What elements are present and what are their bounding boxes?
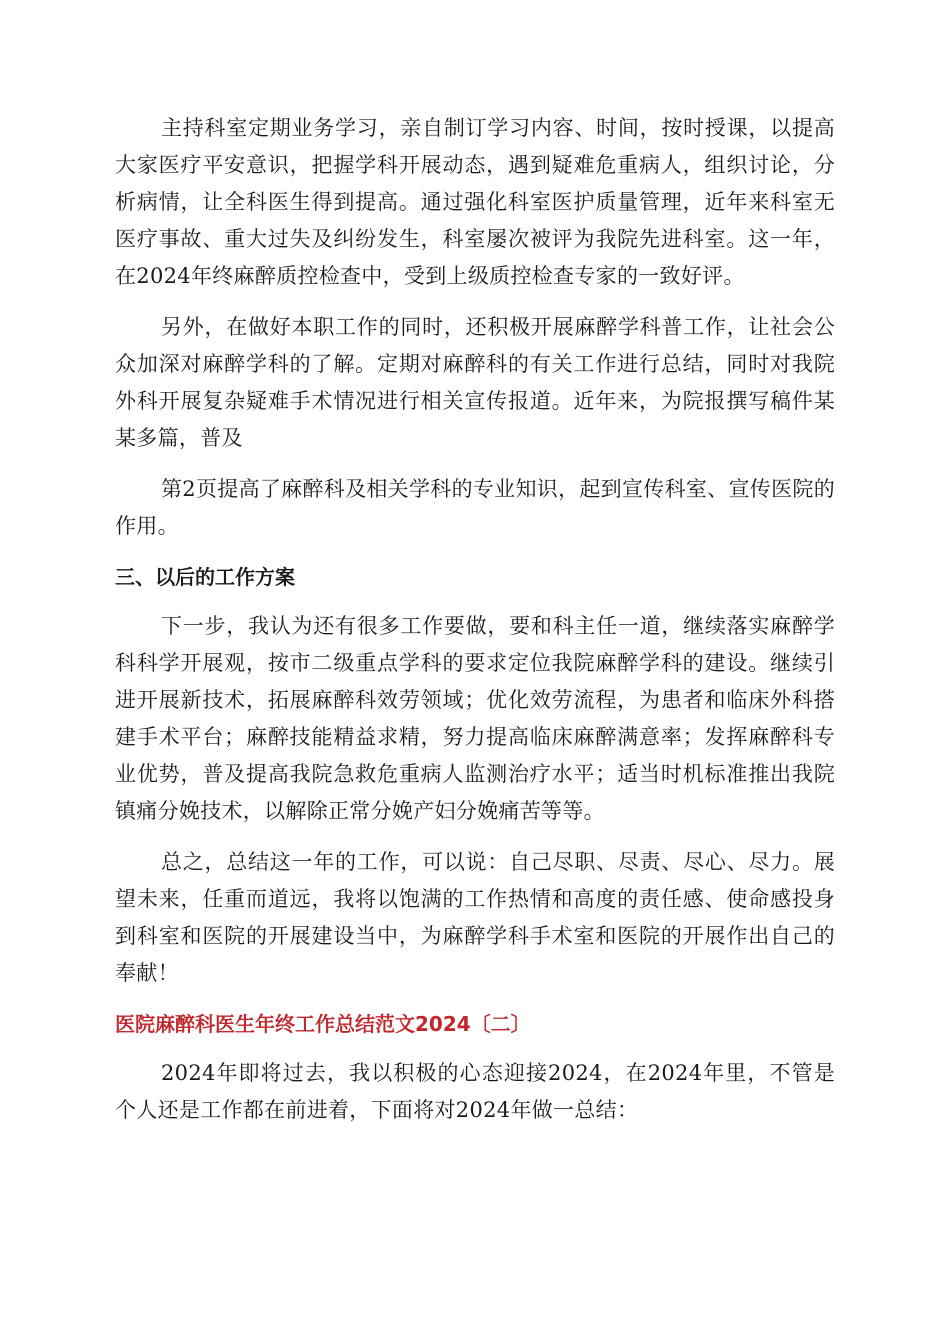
paragraph-study: 主持科室定期业务学习，亲自制订学习内容、时间，按时授课，以提高大家医疗平安意识，把握学科开展动态，遇到疑难危重病人，组织讨论，分析病情，让全科医生得到提高。通过强化科室医护质量管理，近年来科室无医疗事故、重大过失及纠纷发生，科室屡次被评为我院先进科室。这一年，在2024年终麻醉质控检查中，受到上级质控检查专家的一致好评。 (115, 116, 835, 288)
heading-future-plan: 三、以后的工作方案 (115, 565, 295, 589)
paragraph-conclusion: 总之，总结这一年的工作，可以说：自己尽职、尽责、尽心、尽力。展望未来，任重而道远，我将以饱满的工作热情和高度的责任感、使命感投身到科室和医院的开展建设当中，为麻醉学科手术室和医院的开展作出自己的奉献！ (115, 850, 835, 985)
section-title: 医院麻醉科医生年终工作总结范文2024〔二〕 (115, 1012, 531, 1036)
document-page (115, 110, 835, 1129)
paragraph-page2: 第2页提高了麻醉科及相关学科的专业知识，起到宣传科室、宣传医院的作用。 (115, 477, 835, 538)
paragraph-next-steps: 下一步，我认为还有很多工作要做，要和科主任一道，继续落实麻醉学科科学开展观，按市二级重点学科的要求定位我院麻醉学科的建设。继续引进开展新技术，拓展麻醉科效劳领域；优化效劳流程，为患者和临床外科搭建手术平台；麻醉技能精益求精，努力提高临床麻醉满意率；发挥麻醉科专业优势，普及提高我院急救危重病人监测治疗水平；适当时机标准推出我院镇痛分娩技术，以解除正常分娩产妇分娩痛苦等等。 (115, 614, 835, 823)
paragraph-intro-2: 2024年即将过去，我以积极的心态迎接2024，在2024年里，不管是个人还是工作都在前进着，下面将对2024年做一总结： (115, 1061, 835, 1122)
paragraph-outreach: 另外，在做好本职工作的同时，还积极开展麻醉学科普工作，让社会公众加深对麻醉学科的了解。定期对麻醉科的有关工作进行总结，同时对我院外科开展复杂疑难手术情况进行相关宣传报道。近年来，为院报撰写稿件某某多篇，普及 (115, 315, 835, 450)
